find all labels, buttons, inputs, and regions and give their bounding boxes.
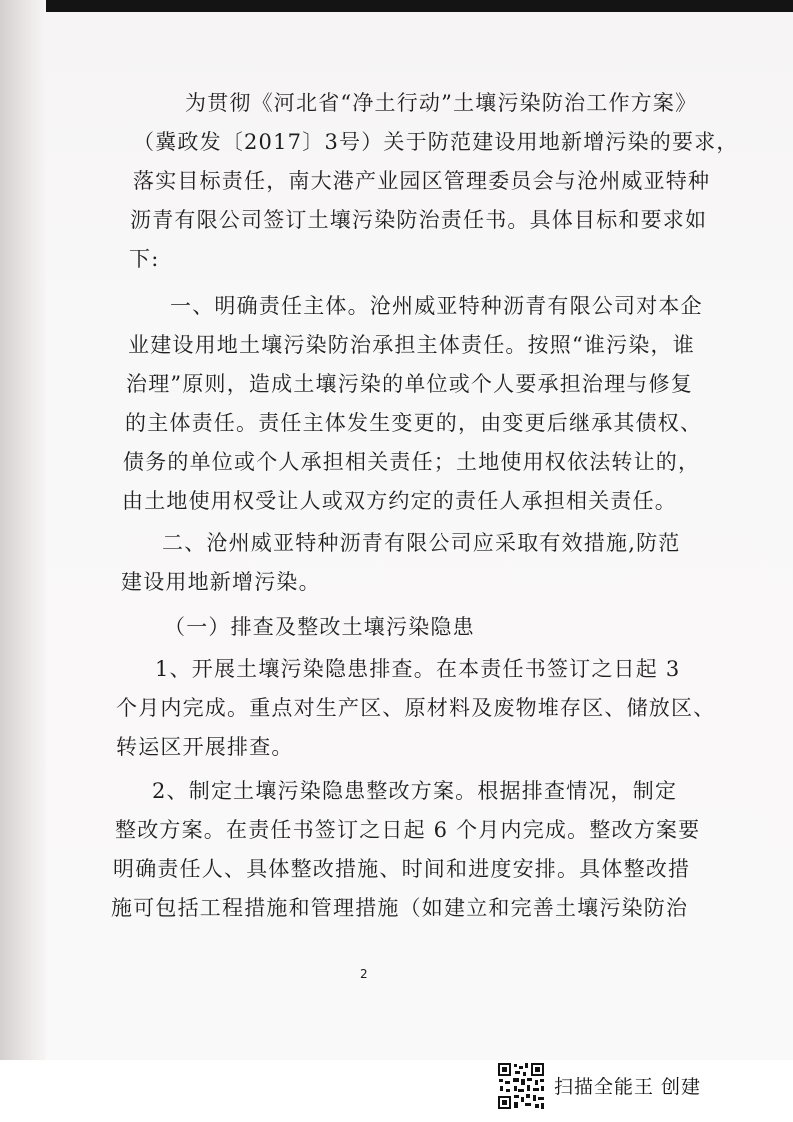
text-line: 二、沧州威亚特种沥青有限公司应采取有效措施,防范: [162, 531, 681, 555]
text-line: 个月内完成。重点对生产区、原材料及废物堆存区、储放区、: [116, 696, 716, 720]
text-line: 2、制定土壤污染隐患整改方案。根据排查情况，制定: [152, 779, 678, 803]
text-line: （冀政发〔2017〕3号）关于防范建设用地新增污染的要求，: [133, 130, 739, 154]
watermark-label: 扫描全能王 创建: [554, 1076, 702, 1098]
text-line: 转运区开展排查。: [116, 735, 294, 759]
text-line: 下:: [129, 247, 160, 271]
text-line: 建设用地新增污染。: [121, 570, 321, 594]
text-line: 债务的单位或个人承担相关责任；土地使用权依法转让的，: [123, 450, 701, 474]
text-line: 一、明确责任主体。沧州威亚特种沥青有限公司对本企: [170, 294, 703, 318]
scan-top-edge: [40, 0, 793, 12]
qr-code-icon: [497, 1062, 545, 1110]
section-heading: （一）排查及整改土壤污染隐患: [164, 615, 475, 639]
text-line: 由土地使用权受让人或双方约定的责任人承担相关责任。: [122, 489, 677, 513]
text-line: 的主体责任。责任主体发生变更的，由变更后继承其债权、: [125, 411, 703, 435]
text-line: 1、开展土壤污染隐患排查。在本责任书签订之日起 3: [155, 657, 681, 681]
text-line: 施可包括工程措施和管理措施（如建立和完善土壤污染防治: [111, 896, 689, 920]
text-line: 明确责任人、具体整改措施、时间和进度安排。具体整改措: [113, 857, 691, 881]
text-line: 落实目标责任，南大港产业园区管理委员会与沧州威亚特种: [133, 169, 711, 193]
scan-left-shadow: [0, 0, 46, 1060]
text-line: 治理”原则，造成土壤污染的单位或个人要承担治理与修复: [126, 372, 693, 396]
text-line: 业建设用地土壤污染防治承担主体责任。按照“谁污染，谁: [128, 333, 695, 357]
text-line: 为贯彻《河北省“净土行动”土壤污染防治工作方案》: [185, 91, 698, 115]
page-number: 2: [360, 967, 368, 981]
text-line: 整改方案。在责任书签订之日起 6 个月内完成。整改方案要: [115, 818, 701, 842]
text-line: 沥青有限公司签订土壤污染防治责任书。具体目标和要求如: [130, 208, 708, 232]
